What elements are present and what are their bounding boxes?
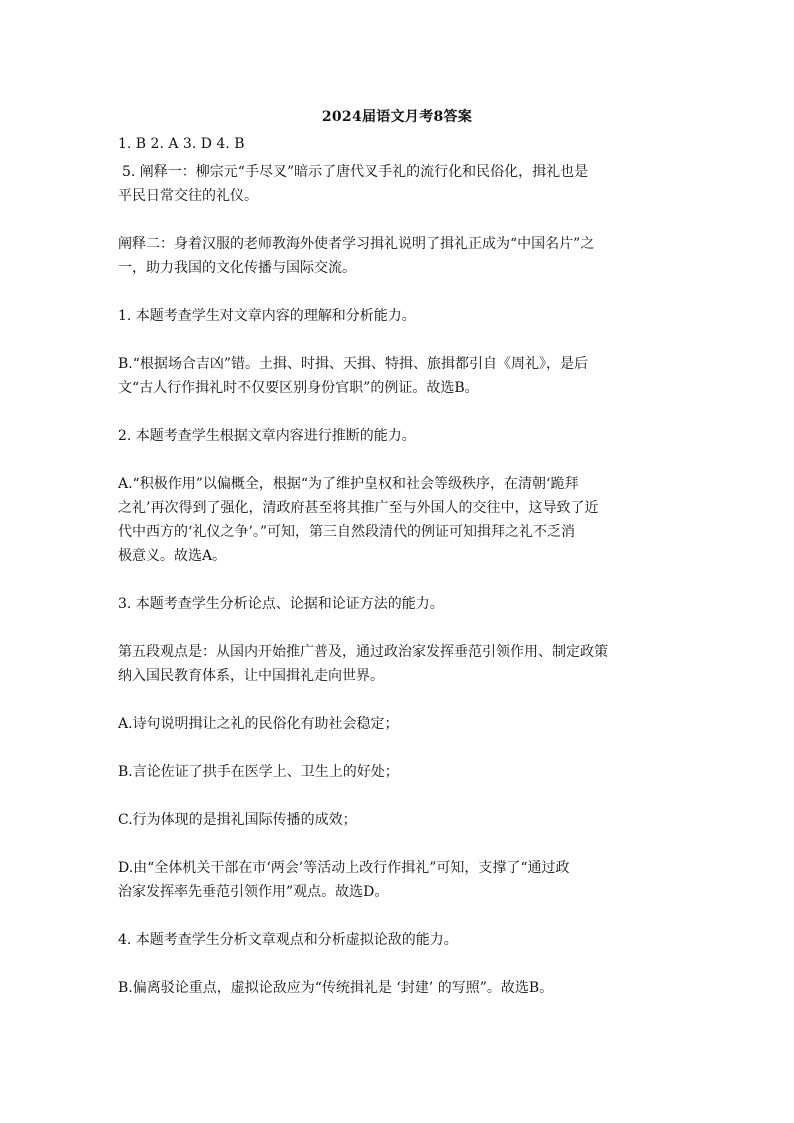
q5-interpretation-1-line-1: 5. 阐释一：柳宗元“手尽叉”暗示了唐代叉手礼的流行化和民俗化，揖礼也是: [122, 164, 589, 180]
document-title: 2024届语文月考8答案: [321, 109, 473, 125]
explanation-4-line-1: B.偏离驳论重点，虚拟论敌应为“传统揖礼是 ‘封建’ 的写照”。故选B。: [118, 980, 554, 996]
q5-interpretation-1-line-2: 平民日常交往的礼仪。: [118, 188, 258, 204]
explanation-2-line-1: A.“积极作用”以偏概全，根据“为了维护皇权和社会等级秩序，在清朝‘跪拜: [118, 476, 579, 492]
explanation-2-line-4: 极意义。故选A。: [118, 548, 227, 564]
explanation-2-line-3: 代中西方的‘礼仪之争’。”可知，第三自然段清代的例证可知揖拜之礼不乏消: [118, 524, 576, 540]
explanation-3-option-a: A.诗句说明揖让之礼的民俗化有助社会稳定；: [118, 716, 399, 732]
explanation-2-heading: 2. 本题考查学生根据文章内容进行推断的能力。: [118, 428, 416, 444]
explanation-1-line-1: B.“根据场合吉凶”错。土揖、时揖、天揖、特揖、旅揖都引自《周礼》，是后: [118, 356, 589, 372]
explanation-3-option-d-line-2: 治家发挥率先垂范引领作用”观点。故选D。: [118, 884, 389, 900]
explanation-3-option-b: B.言论佐证了拱手在医学上、卫生上的好处；: [118, 764, 399, 780]
q5-interpretation-2-line-1: 阐释二：身着汉服的老师教海外使者学习揖礼说明了揖礼正成为“中国名片”之: [118, 236, 595, 252]
answer-key-line: 1. B 2. A 3. D 4. B: [118, 136, 245, 152]
explanation-3-option-d-line-1: D.由“全体机关干部在市‘两会’等活动上改行作揖礼”可知，支撑了“通过政: [118, 860, 570, 876]
explanation-3-line-2: 纳入国民教育体系，让中国揖礼走向世界。: [118, 668, 384, 684]
explanation-2-line-2: 之礼’再次得到了强化，清政府甚至将其推广至与外国人的交往中，这导致了近: [118, 500, 599, 516]
explanation-1-line-2: 文“古人行作揖礼时不仅要区别身份官职”的例证。故选B。: [118, 380, 479, 396]
q5-interpretation-2-line-2: 一，助力我国的文化传播与国际交流。: [118, 260, 356, 276]
explanation-3-heading: 3. 本题考查学生分析论点、论据和论证方法的能力。: [118, 596, 444, 612]
explanation-1-heading: 1. 本题考查学生对文章内容的理解和分析能力。: [118, 308, 416, 324]
explanation-4-heading: 4. 本题考查学生分析文章观点和分析虚拟论敌的能力。: [118, 932, 458, 948]
explanation-3-line-1: 第五段观点是：从国内开始推广普及，通过政治家发挥垂范引领作用、制定政策: [118, 644, 608, 660]
explanation-3-option-c: C.行为体现的是揖礼国际传播的成效；: [118, 812, 357, 828]
